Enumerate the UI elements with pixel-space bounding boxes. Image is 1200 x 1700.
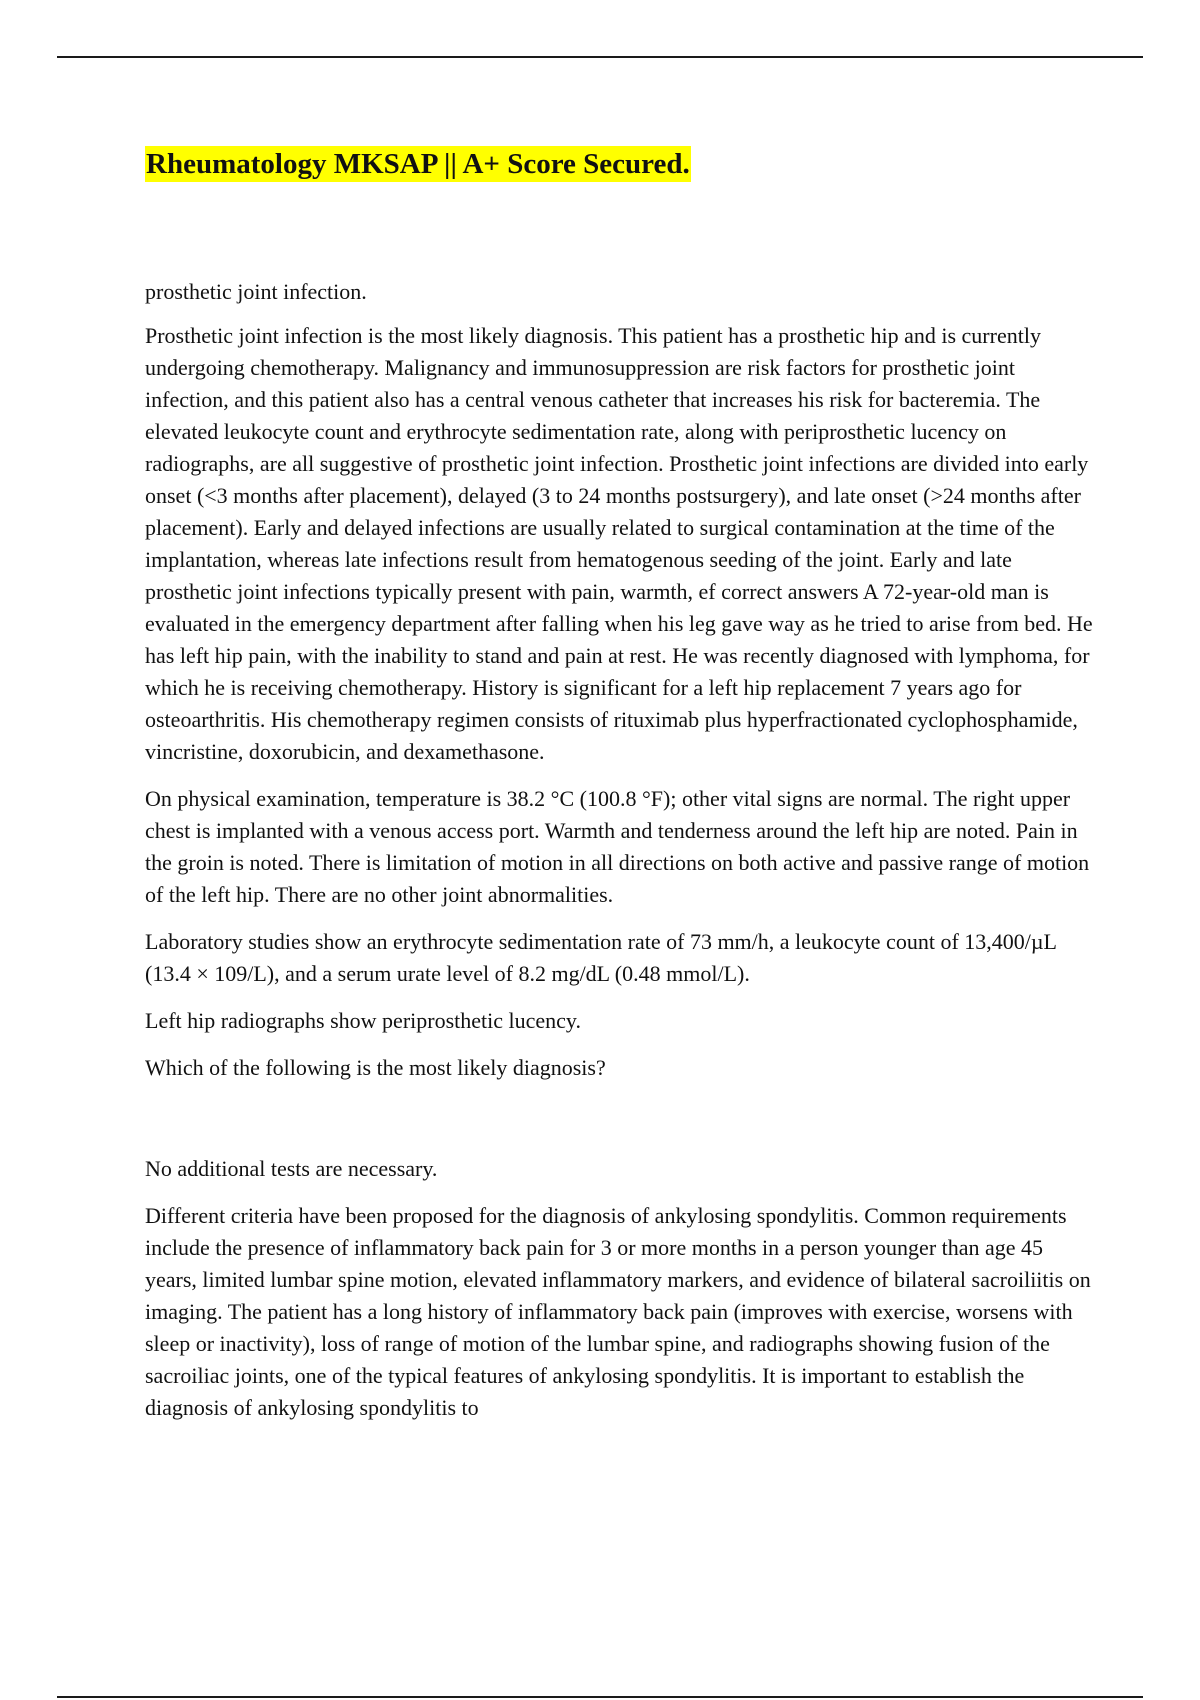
header-rule bbox=[57, 56, 1143, 58]
laboratory-paragraph: Laboratory studies show an erythrocyte sedimentation rate of 73 mm/h, a leukocyte count of 13,400/µL (13.4 × 109/L), and a serum urate level of 8.2 mg/dL (0.48 mmol/L). bbox=[145, 929, 1057, 986]
document-title: Rheumatology MKSAP || A+ Score Secured. bbox=[146, 148, 690, 180]
explanation-paragraph: Prosthetic joint infection is the most likely diagnosis. This patient has a prosthetic hip and is currently undergoing chemotherapy. Malignancy and immunosuppression are risk factors for prosthetic joint infection, and this patient also has a central venous catheter that increases his risk for bacteremia. The elevated leukocyte count and erythrocyte sedimentation rate, along with periprosthetic lucency on radiographs, are all suggestive of prosthetic joint infection. Prosthetic joint infections are divided into early onset (<3 months after placement), delayed (3 to 24 months postsurgery), and late onset (>24 months after placement). Early and delayed infections are usually related to surgical contamination at the time of the implantation, whereas late infections result from hematogenous seeding of the joint. Early and late prosthetic joint infections typically present with pain, warmth, ef correct answers A 72-year-old man is evaluated in the emergency department after falling when his leg gave way as he tried to arise from bed. He has left hip pain, with the inability to stand and pain at rest. He was recently diagnosed with lymphoma, for which he is receiving chemotherapy. History is significant for a left hip replacement 7 years ago for osteoarthritis. His chemotherapy regimen consists of rituximab plus hyperfractionated cyclophosphamide, vincristine, doxorubicin, and dexamethasone. bbox=[145, 323, 1093, 764]
page-content bbox=[145, 146, 1095, 1439]
radiograph-paragraph: Left hip radiographs show periprosthetic lucency. bbox=[145, 1008, 581, 1033]
physical-exam-paragraph: On physical examination, temperature is 38.2 °C (100.8 °F); other vital signs are normal. The right upper chest is implanted with a venous access port. Warmth and tenderness around the left hip are noted. Pain in the groin is noted. There is limitation of motion in all directions on both active and passive range of motion of the left hip. There are no other joint abnormalities. bbox=[145, 786, 1090, 907]
answer-line-2: No additional tests are necessary. bbox=[145, 1156, 438, 1181]
question-prompt: Which of the following is the most likely diagnosis? bbox=[145, 1055, 606, 1080]
footer-rule bbox=[57, 1696, 1143, 1698]
answer-line: prosthetic joint infection. bbox=[145, 279, 367, 304]
ankylosing-spondylitis-paragraph: Different criteria have been proposed for the diagnosis of ankylosing spondylitis. Common requirements include the presence of inflammatory back pain for 3 or more months in a person younger than age 45 years, limited lumbar spine motion, elevated inflammatory markers, and evidence of bilateral sacroiliitis on imaging. The patient has a long history of inflammatory back pain (improves with exercise, worsens with sleep or inactivity), loss of range of motion of the lumbar spine, and radiographs showing fusion of the sacroiliac joints, one of the typical features of ankylosing spondylitis. It is important to establish the diagnosis of ankylosing spondylitis to bbox=[145, 1203, 1091, 1420]
